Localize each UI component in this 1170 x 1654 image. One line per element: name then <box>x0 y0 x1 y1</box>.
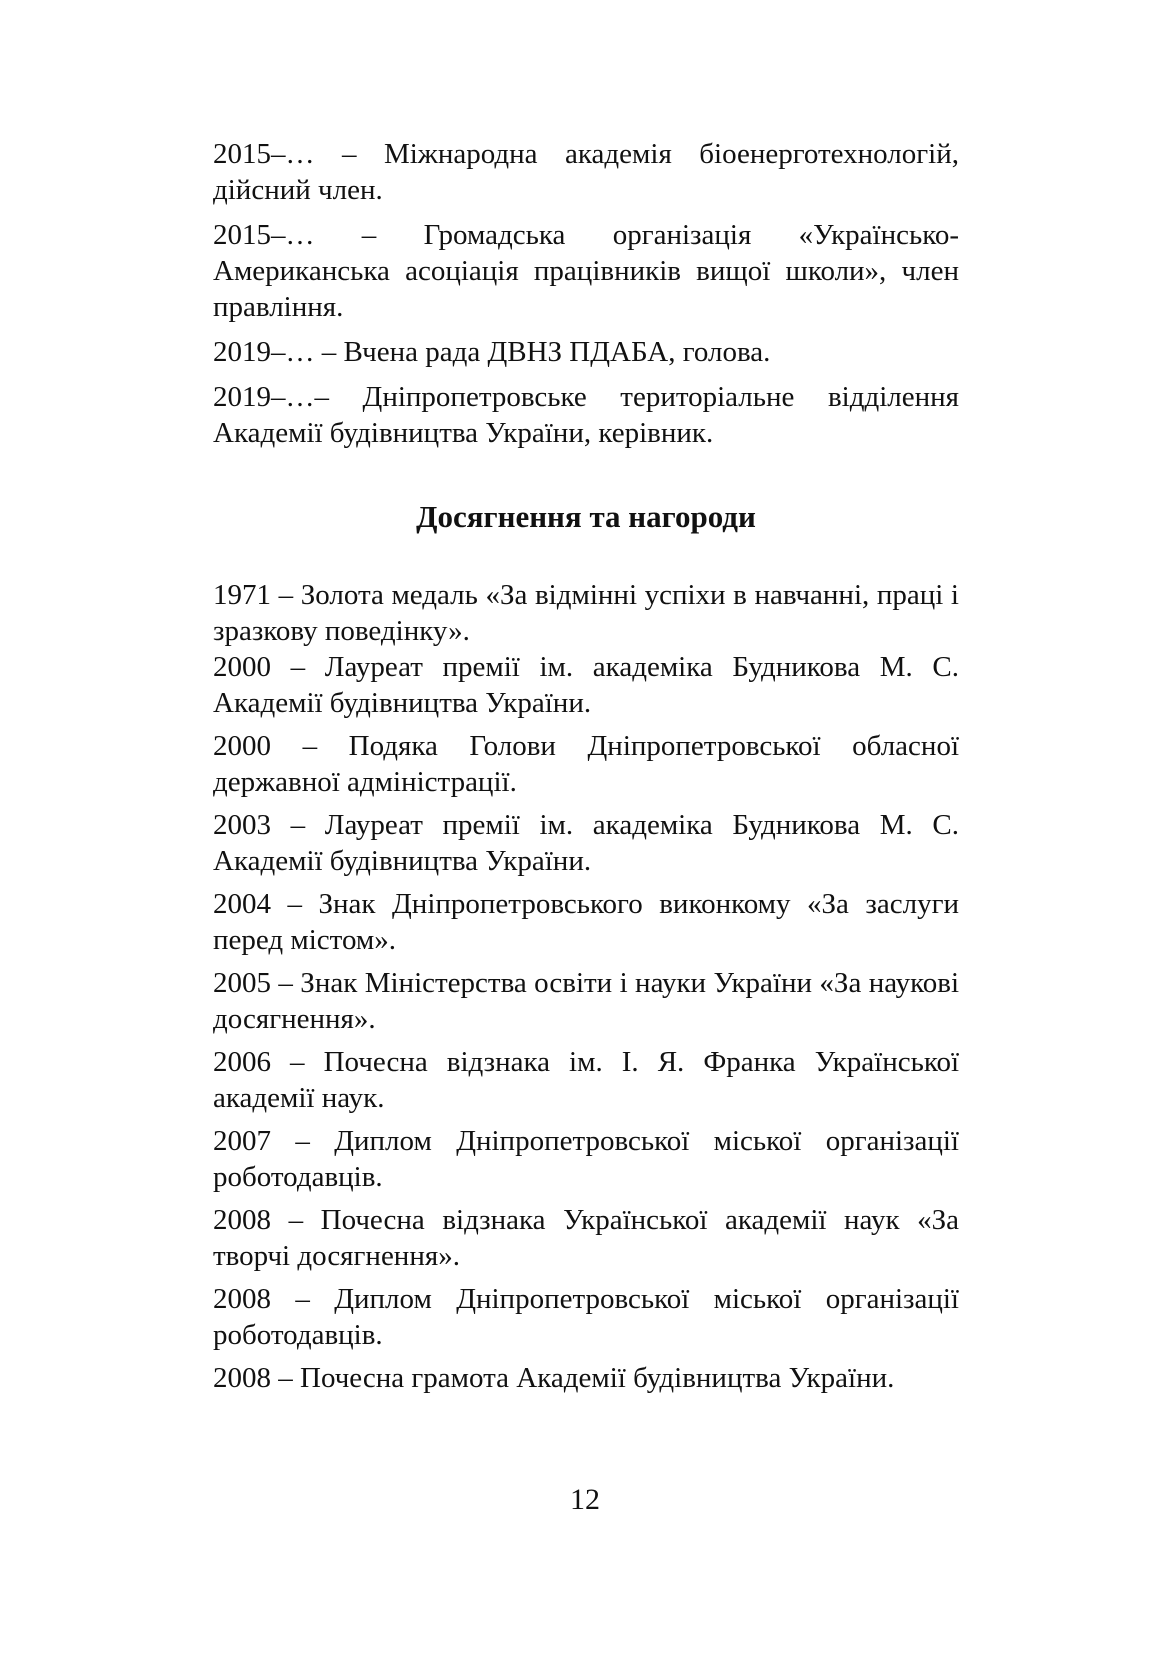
membership-entry: 2015–… – Громадська організація «Українсько-Американська асоціація працівників вищої школи», член правління. <box>213 219 959 323</box>
award-entry: 1971 – Золота медаль «За відмінні успіхи в навчанні, праці і зразкову поведінку». <box>213 579 959 647</box>
membership-entry: 2019–…– Дніпропетровське територіальне відділення Академії будівництва України, керівник. <box>213 381 959 449</box>
award-entry: 2008 – Почесна грамота Академії будівництва України. <box>213 1362 895 1394</box>
page-content <box>213 136 959 1396</box>
section-title: Досягнення та нагороди <box>416 499 756 534</box>
award-entry: 2003 – Лауреат премії ім. академіка Будникова М. С. Академії будівництва України. <box>213 809 959 877</box>
award-entry: 2004 – Знак Дніпропетровського виконкому «За заслуги перед містом». <box>213 888 959 956</box>
membership-entry: 2019–… – Вчена рада ДВНЗ ПДАБА, голова. <box>213 336 771 368</box>
page-number: 12 <box>570 1483 600 1516</box>
award-entry: 2005 – Знак Міністерства освіти і науки України «За наукові досягнення». <box>213 967 959 1035</box>
award-entry: 2008 – Почесна відзнака Української академії наук «За творчі досягнення». <box>213 1204 959 1272</box>
award-entry: 2008 – Диплом Дніпропетровської міської організації роботодавців. <box>213 1283 959 1351</box>
membership-entry: 2015–… – Міжнародна академія біоенерготехнологій, дійсний член. <box>213 138 959 206</box>
award-entry: 2000 – Лауреат премії ім. академіка Будникова М. С. Академії будівництва України. <box>213 651 959 719</box>
award-entry: 2007 – Диплом Дніпропетровської міської організації роботодавців. <box>213 1125 959 1193</box>
award-entry: 2006 – Почесна відзнака ім. І. Я. Франка Української академії наук. <box>213 1046 959 1114</box>
award-entry: 2000 – Подяка Голови Дніпропетровської обласної державної адміністрації. <box>213 730 959 798</box>
